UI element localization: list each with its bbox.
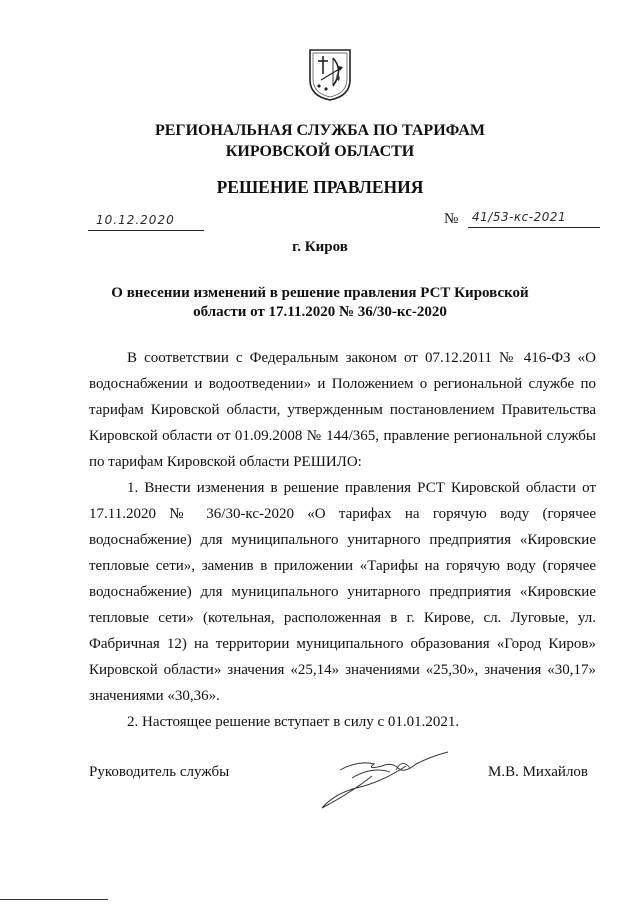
kirov-coat-of-arms-icon <box>307 46 353 102</box>
decision-number-line <box>468 210 600 228</box>
preamble-paragraph: В соответствии с Федеральным законом от 07.12.2011 № 416-ФЗ «О водоснабжении и водоотведении» и Положением о региональной службе по тарифам Кировской области, утвержденным постановлением Правительства Кировской области от 01.09.2008 № 144/365, правление региональной службы по тарифам Кировской области РЕШИЛО: <box>89 350 596 470</box>
number-sign: № <box>444 211 459 227</box>
subject-line2: области от 17.11.2020 № 36/30-кс-2020 <box>193 304 447 320</box>
decision-date-field <box>88 213 204 231</box>
decision-number-field <box>444 210 600 230</box>
item-2-paragraph: 2. Настоящее решение вступает в силу с 01.01.2021. <box>127 714 460 730</box>
organization-title <box>80 120 560 162</box>
decision-body <box>89 345 596 735</box>
document-type-heading: РЕШЕНИЕ ПРАВЛЕНИЯ <box>216 177 424 197</box>
signatory-name: М.В. Михайлов <box>488 764 589 780</box>
city-name: г. Киров <box>292 239 348 255</box>
org-title-line2: КИРОВСКОЙ ОБЛАСТИ <box>225 143 415 160</box>
org-title-line1: РЕГИОНАЛЬНАЯ СЛУЖБА ПО ТАРИФАМ <box>154 122 486 139</box>
item-1-paragraph: 1. Внести изменения в решение правления РСТ Кировской области от 17.11.2020 № 36/30-кс-2020 «О тарифах на горячую воду (горячее водоснабжение) для муниципального унитарного предприятия «Кировские тепловые сети», заменив в приложении «Тарифы на горячую воду (горячее водоснабжение) для муниципального унитарного предприятия «Кировские тепловые сети» (котельная, расположенная в г. Кирове, сл. Луговые, ул. Фабричная 12) на территории муниципального образования «Город Киров» Кировской области» значения «25,14» значениями «25,30», значения «30,17» значениями «30,36». <box>89 480 596 704</box>
subject-line1: О внесении изменений в решение правления РСТ Кировской <box>111 285 529 301</box>
decision-date: 10.12.2020 <box>96 213 175 227</box>
decision-number: 41/53-кс-2021 <box>472 210 567 224</box>
decision-subject <box>90 284 550 322</box>
footer-rule <box>0 899 108 900</box>
signatory-role: Руководитель службы <box>89 764 230 780</box>
handwritten-signature <box>312 748 452 814</box>
